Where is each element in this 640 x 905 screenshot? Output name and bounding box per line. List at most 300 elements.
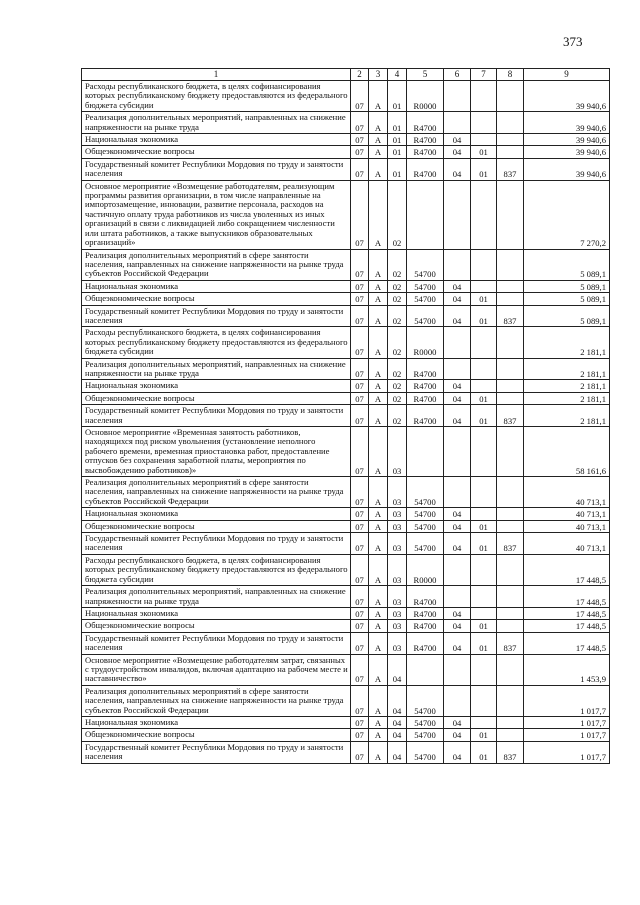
row-code-cell [471, 477, 497, 508]
row-code-cell: 04 [444, 741, 471, 763]
row-code-cell [497, 392, 524, 404]
row-code-cell: R4700 [407, 607, 444, 619]
row-code-cell: 07 [351, 607, 369, 619]
row-code-cell [497, 249, 524, 280]
row-code-cell [471, 586, 497, 608]
row-code-cell: 01 [471, 392, 497, 404]
table-row [82, 741, 610, 763]
row-name-cell: Национальная экономика [82, 716, 351, 728]
row-code-cell: 54700 [407, 280, 444, 292]
row-code-cell [444, 327, 471, 358]
row-amount-cell: 40 713,1 [524, 520, 610, 532]
row-code-cell: 07 [351, 249, 369, 280]
budget-table [81, 68, 610, 764]
row-code-cell: 04 [444, 380, 471, 392]
row-code-cell: 03 [388, 427, 407, 477]
row-code-cell: 04 [388, 716, 407, 728]
row-code-cell [444, 654, 471, 685]
row-code-cell: 04 [444, 533, 471, 555]
row-amount-cell: 2 181,1 [524, 358, 610, 380]
row-name-cell: Реализация дополнительных мероприятий, направленных на снижение напряженности на рынке труда [82, 112, 351, 134]
row-code-cell: 54700 [407, 716, 444, 728]
table-header-cell: 1 [82, 69, 351, 81]
row-code-cell: А [369, 685, 388, 716]
row-code-cell: А [369, 586, 388, 608]
row-name-cell: Общеэкономические вопросы [82, 520, 351, 532]
table-row [82, 249, 610, 280]
row-code-cell [471, 327, 497, 358]
table-row [82, 327, 610, 358]
row-code-cell: 07 [351, 134, 369, 146]
table-header-cell: 9 [524, 69, 610, 81]
row-code-cell: 07 [351, 477, 369, 508]
row-code-cell: 04 [388, 654, 407, 685]
row-name-cell: Национальная экономика [82, 134, 351, 146]
row-code-cell: А [369, 392, 388, 404]
row-name-cell: Государственный комитет Республики Мордовия по труду и занятости населения [82, 741, 351, 763]
row-code-cell: 01 [471, 520, 497, 532]
row-name-cell: Общеэкономические вопросы [82, 729, 351, 741]
table-row [82, 508, 610, 520]
row-code-cell: R4700 [407, 380, 444, 392]
row-name-cell: Национальная экономика [82, 607, 351, 619]
row-code-cell: R4700 [407, 620, 444, 632]
row-amount-cell: 39 940,6 [524, 112, 610, 134]
table-row [82, 305, 610, 327]
row-code-cell [471, 427, 497, 477]
row-code-cell: А [369, 358, 388, 380]
page-number: 373 [563, 34, 583, 49]
row-code-cell: 837 [497, 741, 524, 763]
row-code-cell [497, 607, 524, 619]
row-code-cell: 04 [388, 685, 407, 716]
row-code-cell: 01 [471, 741, 497, 763]
row-code-cell [497, 134, 524, 146]
row-code-cell: А [369, 620, 388, 632]
table-row [82, 358, 610, 380]
row-code-cell: А [369, 249, 388, 280]
row-code-cell: 03 [388, 520, 407, 532]
row-code-cell [444, 180, 471, 249]
row-code-cell [471, 380, 497, 392]
row-code-cell: 04 [444, 729, 471, 741]
row-code-cell [497, 716, 524, 728]
table-row [82, 392, 610, 404]
row-code-cell: 04 [444, 607, 471, 619]
row-code-cell: 07 [351, 533, 369, 555]
row-code-cell: 07 [351, 685, 369, 716]
row-code-cell [497, 146, 524, 158]
row-amount-cell: 17 448,5 [524, 620, 610, 632]
row-code-cell [497, 620, 524, 632]
row-code-cell: 07 [351, 280, 369, 292]
row-code-cell [444, 427, 471, 477]
table-header-row [82, 69, 610, 81]
row-amount-cell: 40 713,1 [524, 477, 610, 508]
row-code-cell: 07 [351, 405, 369, 427]
row-code-cell: А [369, 146, 388, 158]
row-code-cell [444, 112, 471, 134]
row-code-cell: 54700 [407, 305, 444, 327]
row-code-cell: R4700 [407, 134, 444, 146]
row-amount-cell: 17 448,5 [524, 632, 610, 654]
row-amount-cell: 7 270,2 [524, 180, 610, 249]
row-code-cell: 03 [388, 632, 407, 654]
row-name-cell: Основное мероприятие «Возмещение работодателям затрат, связанных с трудоустройством инвалидов, включая адаптацию на рабочем месте и наставничество» [82, 654, 351, 685]
row-amount-cell: 2 181,1 [524, 405, 610, 427]
row-code-cell: 07 [351, 305, 369, 327]
row-code-cell: 07 [351, 554, 369, 585]
row-code-cell: 01 [471, 158, 497, 180]
row-name-cell: Государственный комитет Республики Мордовия по труду и занятости населения [82, 533, 351, 555]
table-row [82, 586, 610, 608]
table-row [82, 620, 610, 632]
table-row [82, 158, 610, 180]
row-code-cell: 07 [351, 81, 369, 112]
row-code-cell: А [369, 327, 388, 358]
row-code-cell [497, 427, 524, 477]
row-code-cell: 03 [388, 586, 407, 608]
table-row [82, 729, 610, 741]
row-code-cell: 04 [444, 520, 471, 532]
row-code-cell [444, 685, 471, 716]
row-code-cell: R4700 [407, 405, 444, 427]
row-code-cell [497, 180, 524, 249]
row-amount-cell: 1 017,7 [524, 741, 610, 763]
row-code-cell [497, 586, 524, 608]
row-code-cell [497, 358, 524, 380]
row-name-cell: Расходы республиканского бюджета, в целях софинансирования которых республиканскому бюджету предоставляются из федерального бюджета субсидии [82, 81, 351, 112]
row-code-cell: 04 [444, 146, 471, 158]
row-code-cell: 01 [471, 293, 497, 305]
row-code-cell: R4700 [407, 586, 444, 608]
row-code-cell [471, 280, 497, 292]
row-code-cell: 02 [388, 249, 407, 280]
row-code-cell [497, 554, 524, 585]
row-code-cell: R0000 [407, 554, 444, 585]
table-row [82, 632, 610, 654]
row-amount-cell: 2 181,1 [524, 327, 610, 358]
row-code-cell [444, 81, 471, 112]
row-code-cell: 01 [471, 620, 497, 632]
table-row [82, 134, 610, 146]
row-code-cell: А [369, 729, 388, 741]
row-amount-cell: 40 713,1 [524, 533, 610, 555]
row-code-cell: 02 [388, 380, 407, 392]
row-amount-cell: 39 940,6 [524, 146, 610, 158]
row-name-cell: Государственный комитет Республики Мордовия по труду и занятости населения [82, 305, 351, 327]
row-code-cell: 01 [388, 134, 407, 146]
row-code-cell: 04 [444, 620, 471, 632]
row-code-cell: 01 [471, 146, 497, 158]
row-code-cell: R4700 [407, 112, 444, 134]
row-amount-cell: 17 448,5 [524, 607, 610, 619]
table-header-cell: 7 [471, 69, 497, 81]
row-name-cell: Государственный комитет Республики Мордовия по труду и занятости населения [82, 405, 351, 427]
row-amount-cell: 39 940,6 [524, 81, 610, 112]
row-amount-cell: 17 448,5 [524, 554, 610, 585]
row-amount-cell: 2 181,1 [524, 380, 610, 392]
row-code-cell: 07 [351, 508, 369, 520]
table-header-cell: 6 [444, 69, 471, 81]
row-code-cell: 07 [351, 146, 369, 158]
row-code-cell: А [369, 134, 388, 146]
row-code-cell: R4700 [407, 158, 444, 180]
row-code-cell: 837 [497, 405, 524, 427]
row-name-cell: Государственный комитет Республики Мордовия по труду и занятости населения [82, 632, 351, 654]
table-header-cell: 3 [369, 69, 388, 81]
row-name-cell: Национальная экономика [82, 380, 351, 392]
row-code-cell: 01 [471, 729, 497, 741]
table-header-cell: 8 [497, 69, 524, 81]
row-code-cell: R4700 [407, 632, 444, 654]
row-amount-cell: 1 017,7 [524, 729, 610, 741]
row-code-cell: 02 [388, 305, 407, 327]
row-code-cell [471, 716, 497, 728]
table-row [82, 685, 610, 716]
row-code-cell: 03 [388, 620, 407, 632]
row-code-cell: А [369, 405, 388, 427]
row-code-cell [471, 180, 497, 249]
row-code-cell: 07 [351, 729, 369, 741]
row-code-cell: 54700 [407, 477, 444, 508]
table-row [82, 716, 610, 728]
row-code-cell: 01 [388, 81, 407, 112]
row-name-cell: Основное мероприятие «Возмещение работодателям, реализующим программы развития организации, в том числе направленные на импортозамещение, инновации, развитие персонала, расходов на частичную оплату труда работников из числа уволенных из иных организаций в связи с ликвидацией либо сокращением численности или штата работников, а также выпускников образовательных организаций» [82, 180, 351, 249]
row-name-cell: Национальная экономика [82, 280, 351, 292]
row-code-cell: 07 [351, 380, 369, 392]
table-row [82, 477, 610, 508]
row-code-cell: 04 [444, 392, 471, 404]
row-code-cell [497, 729, 524, 741]
table-header-cell: 2 [351, 69, 369, 81]
row-code-cell: 54700 [407, 249, 444, 280]
row-code-cell [471, 358, 497, 380]
row-name-cell: Основное мероприятие «Временная занятость работников, находящихся под риском увольнения (установление неполного рабочего времени, временная приостановка работ, предоставление отпусков без сохранения заработной платы, мероприятия по высвобождению работников)» [82, 427, 351, 477]
row-code-cell: 04 [388, 741, 407, 763]
row-code-cell: А [369, 112, 388, 134]
row-code-cell: 07 [351, 427, 369, 477]
row-code-cell: 54700 [407, 533, 444, 555]
row-code-cell: 07 [351, 654, 369, 685]
row-code-cell: 01 [471, 305, 497, 327]
row-code-cell: 04 [444, 405, 471, 427]
row-code-cell: А [369, 427, 388, 477]
row-code-cell: R0000 [407, 327, 444, 358]
row-code-cell [444, 554, 471, 585]
row-code-cell: А [369, 654, 388, 685]
row-code-cell: 07 [351, 293, 369, 305]
table-row [82, 405, 610, 427]
table-row [82, 280, 610, 292]
row-code-cell: А [369, 508, 388, 520]
row-code-cell [471, 685, 497, 716]
row-code-cell [471, 249, 497, 280]
row-name-cell: Национальная экономика [82, 508, 351, 520]
row-code-cell: 02 [388, 358, 407, 380]
row-code-cell: 07 [351, 392, 369, 404]
row-name-cell: Реализация дополнительных мероприятий в сфере занятости населения, направленных на снижение напряженности на рынке труда субъектов Российской Федерации [82, 685, 351, 716]
row-code-cell: 04 [444, 716, 471, 728]
table-row [82, 533, 610, 555]
table-row [82, 293, 610, 305]
row-code-cell [444, 358, 471, 380]
row-code-cell: 02 [388, 392, 407, 404]
row-code-cell: R0000 [407, 81, 444, 112]
row-code-cell: А [369, 280, 388, 292]
row-code-cell: А [369, 180, 388, 249]
row-code-cell: 837 [497, 632, 524, 654]
row-name-cell: Государственный комитет Республики Мордовия по труду и занятости населения [82, 158, 351, 180]
row-code-cell: А [369, 533, 388, 555]
table-row [82, 180, 610, 249]
row-code-cell [444, 586, 471, 608]
row-code-cell [471, 112, 497, 134]
row-code-cell: 03 [388, 508, 407, 520]
row-code-cell [407, 427, 444, 477]
row-amount-cell: 17 448,5 [524, 586, 610, 608]
table-row [82, 654, 610, 685]
row-code-cell: 837 [497, 158, 524, 180]
table-row [82, 112, 610, 134]
row-code-cell [497, 293, 524, 305]
row-code-cell: 02 [388, 405, 407, 427]
row-code-cell [407, 654, 444, 685]
row-amount-cell: 5 089,1 [524, 280, 610, 292]
row-amount-cell: 2 181,1 [524, 392, 610, 404]
table-row [82, 554, 610, 585]
row-code-cell: 54700 [407, 520, 444, 532]
row-code-cell: А [369, 293, 388, 305]
row-code-cell: 01 [388, 158, 407, 180]
row-code-cell: 04 [444, 508, 471, 520]
row-amount-cell: 1 017,7 [524, 685, 610, 716]
row-code-cell: 04 [444, 632, 471, 654]
table-row [82, 81, 610, 112]
row-code-cell: 01 [388, 146, 407, 158]
row-code-cell [471, 607, 497, 619]
row-code-cell: А [369, 158, 388, 180]
row-code-cell: 02 [388, 327, 407, 358]
table-header-cell: 5 [407, 69, 444, 81]
row-code-cell: 07 [351, 358, 369, 380]
row-amount-cell: 5 089,1 [524, 249, 610, 280]
row-code-cell: 54700 [407, 508, 444, 520]
table-row [82, 380, 610, 392]
row-name-cell: Общеэкономические вопросы [82, 392, 351, 404]
row-amount-cell: 39 940,6 [524, 158, 610, 180]
row-code-cell: 04 [444, 305, 471, 327]
row-code-cell [407, 180, 444, 249]
row-code-cell [497, 477, 524, 508]
row-code-cell: 837 [497, 305, 524, 327]
row-code-cell: 54700 [407, 685, 444, 716]
row-code-cell: 54700 [407, 293, 444, 305]
row-code-cell: 837 [497, 533, 524, 555]
row-code-cell: 02 [388, 280, 407, 292]
row-code-cell [471, 81, 497, 112]
row-code-cell [497, 520, 524, 532]
row-amount-cell: 1 017,7 [524, 716, 610, 728]
row-code-cell [444, 477, 471, 508]
row-amount-cell: 5 089,1 [524, 293, 610, 305]
row-code-cell: А [369, 81, 388, 112]
row-code-cell: R4700 [407, 392, 444, 404]
row-code-cell: 02 [388, 180, 407, 249]
row-amount-cell: 5 089,1 [524, 305, 610, 327]
row-code-cell: 54700 [407, 741, 444, 763]
row-code-cell: R4700 [407, 358, 444, 380]
row-code-cell: А [369, 741, 388, 763]
row-name-cell: Реализация дополнительных мероприятий, направленных на снижение напряженности на рынке труда [82, 358, 351, 380]
row-code-cell: А [369, 607, 388, 619]
row-code-cell: 03 [388, 554, 407, 585]
row-code-cell: А [369, 716, 388, 728]
row-code-cell: 03 [388, 607, 407, 619]
row-amount-cell: 40 713,1 [524, 508, 610, 520]
row-code-cell: 07 [351, 112, 369, 134]
row-code-cell: 07 [351, 520, 369, 532]
row-code-cell: 07 [351, 158, 369, 180]
table-row [82, 607, 610, 619]
row-code-cell: 03 [388, 533, 407, 555]
table-row [82, 427, 610, 477]
row-code-cell: А [369, 305, 388, 327]
row-code-cell: 03 [388, 477, 407, 508]
row-code-cell [497, 685, 524, 716]
row-name-cell: Общеэкономические вопросы [82, 293, 351, 305]
row-code-cell: 02 [388, 293, 407, 305]
row-code-cell: 07 [351, 180, 369, 249]
row-code-cell [471, 134, 497, 146]
table-header-cell: 4 [388, 69, 407, 81]
row-code-cell: 01 [471, 405, 497, 427]
row-code-cell: 07 [351, 741, 369, 763]
row-amount-cell: 1 453,9 [524, 654, 610, 685]
row-code-cell: 01 [471, 632, 497, 654]
row-code-cell [471, 654, 497, 685]
row-name-cell: Расходы республиканского бюджета, в целях софинансирования которых республиканскому бюджету предоставляются из федерального бюджета субсидии [82, 554, 351, 585]
row-code-cell: А [369, 380, 388, 392]
row-name-cell: Общеэкономические вопросы [82, 620, 351, 632]
row-code-cell: 04 [444, 280, 471, 292]
row-code-cell: 01 [471, 533, 497, 555]
row-code-cell [497, 280, 524, 292]
row-code-cell: 07 [351, 586, 369, 608]
row-code-cell: 04 [444, 158, 471, 180]
row-code-cell [497, 508, 524, 520]
row-code-cell: 07 [351, 327, 369, 358]
table-row [82, 520, 610, 532]
row-code-cell: 04 [444, 134, 471, 146]
row-code-cell [497, 112, 524, 134]
row-code-cell: А [369, 554, 388, 585]
row-name-cell: Реализация дополнительных мероприятий в сфере занятости населения, направленных на снижение напряженности на рынке труда субъектов Российской Федерации [82, 477, 351, 508]
row-name-cell: Реализация дополнительных мероприятий, направленных на снижение напряженности на рынке труда [82, 586, 351, 608]
row-code-cell: 07 [351, 716, 369, 728]
row-name-cell: Расходы республиканского бюджета, в целях софинансирования которых республиканскому бюджету предоставляются из федерального бюджета субсидии [82, 327, 351, 358]
row-amount-cell: 39 940,6 [524, 134, 610, 146]
row-code-cell: А [369, 632, 388, 654]
row-code-cell: 54700 [407, 729, 444, 741]
table-row [82, 146, 610, 158]
row-code-cell: 07 [351, 632, 369, 654]
row-code-cell: R4700 [407, 146, 444, 158]
row-code-cell: 07 [351, 620, 369, 632]
row-code-cell [497, 327, 524, 358]
row-code-cell [497, 380, 524, 392]
row-amount-cell: 58 161,6 [524, 427, 610, 477]
